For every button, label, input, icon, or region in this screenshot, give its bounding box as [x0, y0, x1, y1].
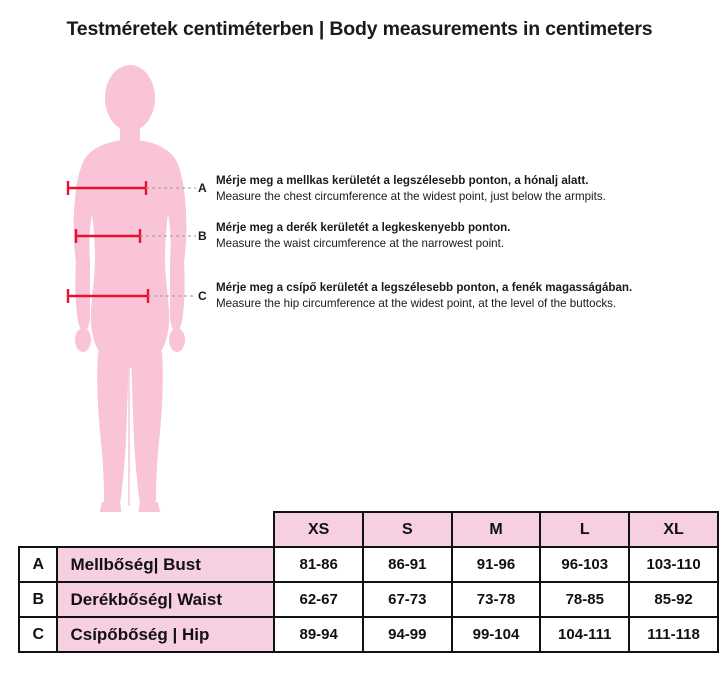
marker-letter-c: C: [198, 289, 207, 303]
marker-letter-a: A: [198, 181, 207, 195]
waist-m: 73-78: [452, 582, 541, 617]
waist-s: 67-73: [363, 582, 452, 617]
page-title: Testméretek centiméterben | Body measurements in centimeters: [66, 18, 653, 40]
waist-xs: 62-67: [274, 582, 363, 617]
hip-xl: 111-118: [629, 617, 718, 652]
callout-waist-hu: Mérje meg a derék kerületét a legkeskenyebb ponton.: [216, 221, 511, 234]
female-body-silhouette: [38, 62, 223, 532]
table-row: [19, 617, 718, 652]
bust-xl: 103-110: [629, 547, 718, 582]
callout-hip-hu: Mérje meg a csípő kerületét a legszélesebb ponton, a fenék magasságában.: [216, 281, 633, 294]
callout-hip: [216, 280, 632, 312]
table-header-row: [19, 512, 718, 547]
table-corner-label: [57, 512, 274, 547]
callout-bust-en: Measure the chest circumference at the widest point, just below the armpits.: [216, 189, 606, 203]
row-letter-c: C: [19, 617, 57, 652]
table-corner-letter: [19, 512, 57, 547]
hip-xs: 89-94: [274, 617, 363, 652]
waist-xl: 85-92: [629, 582, 718, 617]
row-letter-b: B: [19, 582, 57, 617]
size-header-m: M: [452, 512, 541, 547]
table-row: [19, 582, 718, 617]
row-label-bust: Mellbőség| Bust: [57, 547, 274, 582]
callout-bust-hu: Mérje meg a mellkas kerületét a legszélesebb ponton, a hónalj alatt.: [216, 174, 589, 187]
hip-m: 99-104: [452, 617, 541, 652]
callout-waist: [216, 220, 510, 252]
callout-bust: [216, 173, 606, 205]
row-label-waist: Derékbőség| Waist: [57, 582, 274, 617]
hip-l: 104-111: [540, 617, 629, 652]
table-row: [19, 547, 718, 582]
size-table: [18, 511, 719, 653]
size-header-xs: XS: [274, 512, 363, 547]
row-label-hip: Csípőbőség | Hip: [57, 617, 274, 652]
hip-s: 94-99: [363, 617, 452, 652]
size-header-s: S: [363, 512, 452, 547]
callout-hip-en: Measure the hip circumference at the widest point, at the level of the buttocks.: [216, 296, 617, 310]
bust-xs: 81-86: [274, 547, 363, 582]
bust-s: 86-91: [363, 547, 452, 582]
size-header-l: L: [540, 512, 629, 547]
size-header-xl: XL: [629, 512, 718, 547]
row-letter-a: A: [19, 547, 57, 582]
marker-letter-b: B: [198, 229, 207, 243]
bust-m: 91-96: [452, 547, 541, 582]
waist-l: 78-85: [540, 582, 629, 617]
bust-l: 96-103: [540, 547, 629, 582]
callout-waist-en: Measure the waist circumference at the narrowest point.: [216, 236, 505, 250]
